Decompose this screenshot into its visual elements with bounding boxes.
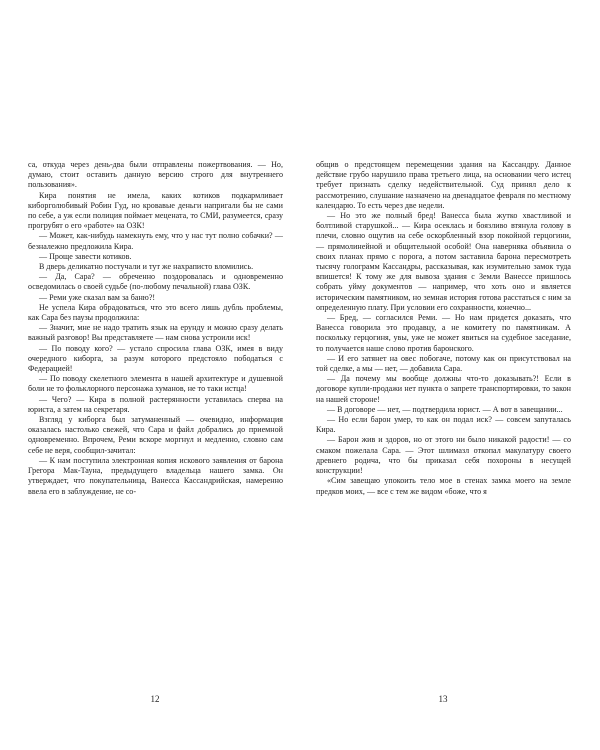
page-number-left: 12: [150, 694, 160, 704]
paragraph: Взгляд у киборга был затуманенный — очевидно, информация оказалась настолько свежей, что Сара и файл добрались до приемной одновременно. Впрочем, Реми вскоре моргнул и медленно, словно сам себе не веря, сообщил-зачитал:: [28, 415, 283, 455]
paragraph: — Да, Сара? — обреченно поздоровалась и одновременно осведомилась о своей судьбе (по-любому печальной) глава ОЗК.: [28, 272, 283, 292]
paragraph: — К нам поступила электронная копия искового заявления от барона Грегора Мак-Тауна, предыдущего владельца нашего замка. Он утверждает, что покупательница, Ванесса Кассандрийская, намеренно ввела его в заблуждение, не со-: [28, 455, 283, 496]
page-number-right: 13: [438, 694, 448, 704]
paragraph: — Чего? — Кира в полной растерянности уставилась сперва на юриста, а затем на секретаря.: [28, 394, 283, 414]
paragraph: — Барон жив и здоров, но от этого ни было никакой радости! — со смаком пожелала Сара. — Этот шлимазл откопал макулатуру своего древнего родича, что бы приказал себя похороны в несущей конструкции!: [316, 435, 571, 476]
paragraph: — Может, как-нибудь намекнуть ему, что у нас тут полно собачки? — безналежно предложила Кира.: [28, 231, 283, 251]
paragraph: — По поводу кого? — устало спросила глава ОЗК, имея в виду очередного киборга, за разум которого предстояло пободаться с Федерацией!: [28, 343, 283, 374]
paragraph: — По поводу скелетного элемента в нашей архитектуре и душевной боли не то фольклорного персонажа хуманов, не то таки истца!: [28, 374, 283, 394]
paragraph: — Значит, мне не надо тратить язык на ерунду и можно сразу делать важный разговор! Вы представляете — нам снова устроили иск!: [28, 323, 283, 343]
paragraph: — Но это же полный бред! Ванесса была жутко хвастливой и болтливой старушкой... — Кира осеклась и боязливо втянула голову в плечи, словно ощутив на себе оскорбленный взор покойной герцогини, — прямолинейной и общительной особой! Она наверняка объявила о своих планах прямо с порога, а потом заставила барона пересмотреть тысячу голограмм Кассандры, рассказывая, как изумительно замок туда впишется! К тому же для вывоза здания с Земли Ванессе пришлось собрать уйму документов — например, что хоть оно и является историческим памятником, но земная история готова расстаться с ним за определенную плату. При условии его сохранности, конечно...: [316, 211, 571, 312]
right-page: [316, 160, 571, 497]
paragraph: — В договоре — нет, — подтвердила юрист. — А вот в завещании...: [327, 404, 563, 414]
paragraph: — Но если барон умер, то как он подал иск? — совсем запуталась Кира.: [316, 415, 571, 435]
paragraph: В дверь деликатно постучали и тут же нахраписто вломились.: [39, 262, 254, 272]
paragraph: «Сим завещаю упокоить тело мое в стенах замка моего на земле предков моих, — все с тем же видом «боже, что я: [316, 476, 571, 496]
paragraph: — И его затянет на овес побогаче, потому как он присутствовал на той сделке, а мы — нет, — добавила Сара.: [316, 353, 571, 374]
paragraph: Не успела Кира обрадоваться, что это всего лишь дубль проблемы, как Сара без паузы продолжила:: [28, 302, 283, 323]
paragraph: са, откуда через день-два были отправлены пожертвования. — Но, думаю, стоит оставить данную версию строго для внутреннего пользования».: [28, 160, 283, 190]
paragraph: — Проще завести котиков.: [39, 251, 132, 261]
paragraph: — Реми уже сказал вам за баню?!: [39, 292, 156, 302]
paragraph: Кира понятия не имела, каких котиков подкармливает киборголюбивый Робин Гуд, но кровавые деньги напригали бы не сами по себе, а уж если полиция поймает мецената, то СМИ, разумеется, сразу прогрубят о его «работе» на ОЗК!: [28, 190, 283, 231]
paragraph: — Бред, — согласился Реми. — Но нам придется доказать, что Ванесса говорила это продавцу, а не комитету по памятникам. А поскольку герцогиня, увы, уже не может явиться на судебное заседание, то получается наше слово против баронского.: [316, 313, 571, 353]
left-page: [28, 160, 283, 497]
paragraph: — Да почему мы вообще должны что-то доказывать?! Если в договоре купли-продажи нет пункта о запрете транспортировки, то закон на нашей стороне!: [316, 374, 571, 404]
paragraph: общив о предстоящем перемещении здания на Кассандру. Данное действие грубо нарушило права третьего лица, на основании чего истец требует признать сделку недействительной. Суд принял дело к рассмотрению, слушание назначено на двенадцатое февраля по местному календарю. То есть через две недели.: [316, 160, 571, 210]
